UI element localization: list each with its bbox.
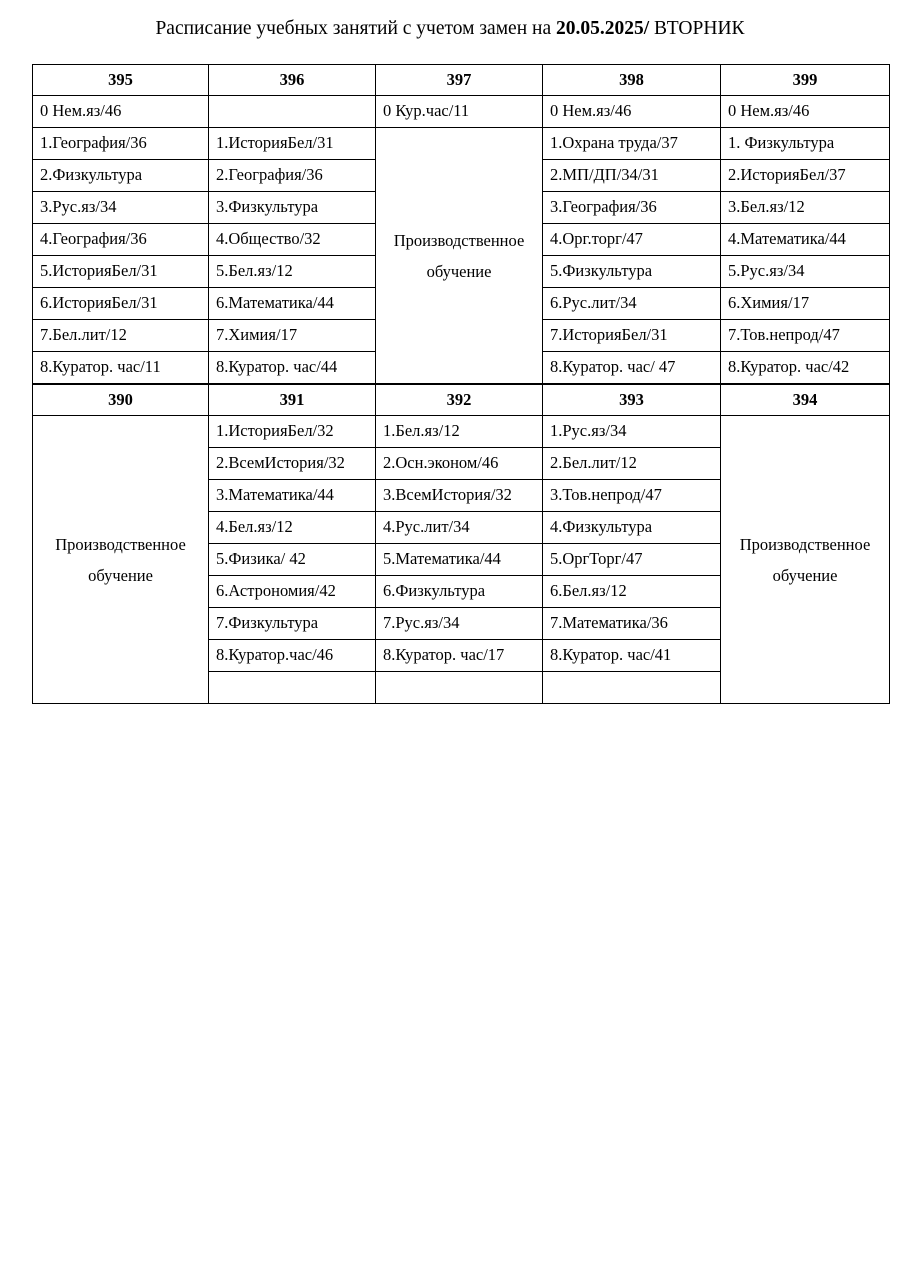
title-date: 20.05.2025/ [555, 18, 650, 39]
schedule-table [32, 64, 890, 704]
group-header: 390 [33, 384, 209, 416]
group-header: 394 [721, 384, 890, 416]
lesson-cell: 6.Химия/17 [721, 288, 890, 320]
lesson-cell: 0 Нем.яз/46 [33, 96, 209, 128]
lesson-cell: 8.Куратор. час/17 [376, 640, 543, 672]
group-header: 391 [209, 384, 376, 416]
title-prefix: Расписание учебных занятий с учетом замен на [155, 18, 556, 39]
group-header: 397 [376, 65, 543, 96]
lesson-cell: 7.ИсторияБел/31 [543, 320, 721, 352]
page-title [0, 18, 900, 40]
group-header-row [33, 65, 890, 96]
lesson-cell: 7.Бел.лит/12 [33, 320, 209, 352]
production-training-cell: Производственное обучение [376, 128, 543, 385]
production-training-cell: Производственное обучение [33, 416, 209, 704]
lesson-cell: 2.МП/ДП/34/31 [543, 160, 721, 192]
lesson-cell: 2.ИсторияБел/37 [721, 160, 890, 192]
lesson-cell: 7.Математика/36 [543, 608, 721, 640]
lesson-cell: 2.ВсемИстория/32 [209, 448, 376, 480]
group-header: 392 [376, 384, 543, 416]
lesson-cell: 5.Математика/44 [376, 544, 543, 576]
lesson-cell: 7.Физкультура [209, 608, 376, 640]
lesson-cell: 2.Осн.эконом/46 [376, 448, 543, 480]
lesson-cell: 1. Физкультура [721, 128, 890, 160]
lesson-cell: 4.Математика/44 [721, 224, 890, 256]
lesson-cell: 6.Астрономия/42 [209, 576, 376, 608]
lesson-cell: 7.Химия/17 [209, 320, 376, 352]
lesson-cell: 7.Рус.яз/34 [376, 608, 543, 640]
lesson-cell: 3.Тов.непрод/47 [543, 480, 721, 512]
lesson-cell [209, 96, 376, 128]
lesson-cell: 5.Рус.яз/34 [721, 256, 890, 288]
lesson-cell [376, 672, 543, 704]
lesson-cell: 6.ИсторияБел/31 [33, 288, 209, 320]
group-header: 398 [543, 65, 721, 96]
lesson-cell [543, 672, 721, 704]
lesson-cell: 0 Нем.яз/46 [721, 96, 890, 128]
lesson-cell: 8.Куратор. час/ 47 [543, 352, 721, 385]
lesson-cell [209, 672, 376, 704]
lesson-cell: 5.ИсторияБел/31 [33, 256, 209, 288]
production-training-cell: Производственное обучение [721, 416, 890, 704]
lesson-cell: 2.География/36 [209, 160, 376, 192]
lesson-cell: 8.Куратор. час/11 [33, 352, 209, 385]
lesson-cell: 8.Куратор.час/46 [209, 640, 376, 672]
lesson-cell: 5.Физкультура [543, 256, 721, 288]
lesson-cell: 5.ОргТорг/47 [543, 544, 721, 576]
lesson-cell: 3.Физкультура [209, 192, 376, 224]
lesson-cell: 5.Бел.яз/12 [209, 256, 376, 288]
lesson-cell: 3.Математика/44 [209, 480, 376, 512]
lesson-cell: 1.ИсторияБел/31 [209, 128, 376, 160]
title-day: ВТОРНИК [649, 18, 745, 39]
lesson-cell: 5.Физика/ 42 [209, 544, 376, 576]
group-header: 396 [209, 65, 376, 96]
lesson-cell: 3.Рус.яз/34 [33, 192, 209, 224]
lesson-cell: 4.Орг.торг/47 [543, 224, 721, 256]
lesson-cell: 4.Рус.лит/34 [376, 512, 543, 544]
lesson-cell: 3.ВсемИстория/32 [376, 480, 543, 512]
lesson-cell: 4.География/36 [33, 224, 209, 256]
lesson-cell: 2.Бел.лит/12 [543, 448, 721, 480]
lesson-cell: 1.География/36 [33, 128, 209, 160]
lesson-cell: 2.Физкультура [33, 160, 209, 192]
lesson-cell: 1.Охрана труда/37 [543, 128, 721, 160]
lesson-cell: 4.Физкультура [543, 512, 721, 544]
lesson-cell: 3.География/36 [543, 192, 721, 224]
lesson-cell: 0 Нем.яз/46 [543, 96, 721, 128]
lesson-cell: 4.Общество/32 [209, 224, 376, 256]
lesson-cell: 8.Куратор. час/42 [721, 352, 890, 385]
table-row [33, 96, 890, 128]
table-row [33, 416, 890, 448]
lesson-cell: 4.Бел.яз/12 [209, 512, 376, 544]
lesson-cell: 1.Рус.яз/34 [543, 416, 721, 448]
group-header: 399 [721, 65, 890, 96]
group-header-row [33, 384, 890, 416]
lesson-cell: 6.Бел.яз/12 [543, 576, 721, 608]
lesson-cell: 3.Бел.яз/12 [721, 192, 890, 224]
lesson-cell: 8.Куратор. час/41 [543, 640, 721, 672]
lesson-cell: 7.Тов.непрод/47 [721, 320, 890, 352]
lesson-cell: 1.ИсторияБел/32 [209, 416, 376, 448]
lesson-cell: 8.Куратор. час/44 [209, 352, 376, 385]
group-header: 395 [33, 65, 209, 96]
table-row [33, 128, 890, 160]
group-header: 393 [543, 384, 721, 416]
lesson-cell: 0 Кур.час/11 [376, 96, 543, 128]
lesson-cell: 6.Физкультура [376, 576, 543, 608]
lesson-cell: 6.Математика/44 [209, 288, 376, 320]
lesson-cell: 1.Бел.яз/12 [376, 416, 543, 448]
lesson-cell: 6.Рус.лит/34 [543, 288, 721, 320]
